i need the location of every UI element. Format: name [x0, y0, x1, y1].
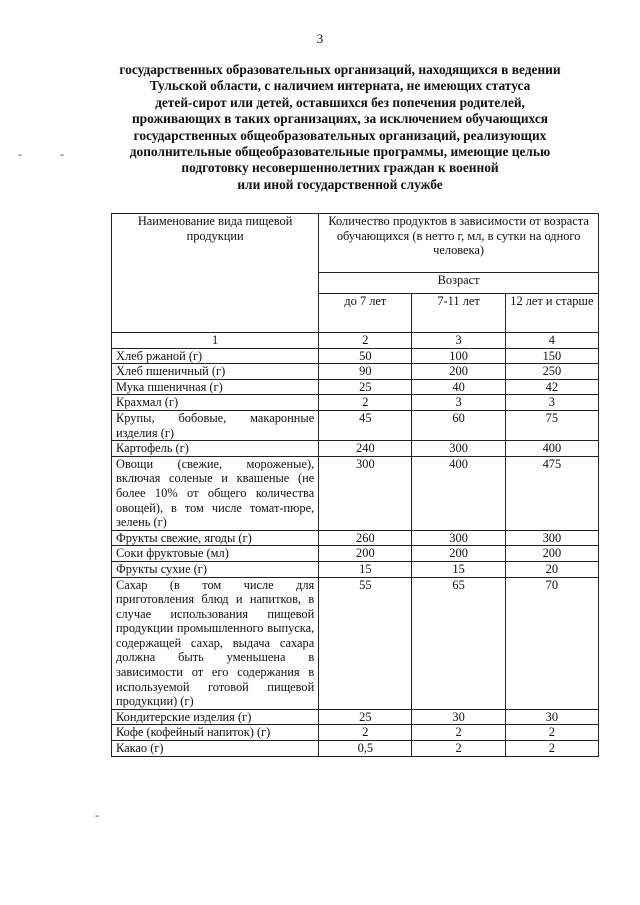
quantity-cell: 15 — [319, 561, 412, 577]
quantity-cell: 400 — [412, 456, 505, 530]
quantity-cell: 3 — [412, 395, 505, 411]
document-title — [80, 62, 600, 193]
quantity-cell: 20 — [505, 561, 598, 577]
title-line: проживающих в таких организациях, за исключением обучающихся — [131, 111, 549, 127]
column-number: 4 — [505, 333, 598, 349]
table-row — [112, 348, 599, 364]
page-number: 3 — [316, 31, 324, 46]
margin-mark: - — [95, 808, 99, 822]
product-name-cell: Фрукты свежие, ягоды (г) — [112, 530, 319, 546]
margin-mark: - — [18, 147, 22, 161]
quantity-cell: 300 — [319, 456, 412, 530]
title-line: подготовку несовершеннолетних граждан к военной — [181, 160, 499, 176]
quantity-cell: 55 — [319, 577, 412, 709]
table-row — [112, 741, 599, 757]
table-row — [112, 364, 599, 380]
quantity-cell: 250 — [505, 364, 598, 380]
quantity-cell: 2 — [412, 741, 505, 757]
column-number-row — [112, 333, 599, 349]
quantity-cell: 400 — [505, 441, 598, 457]
quantity-cell: 65 — [412, 577, 505, 709]
quantity-cell: 300 — [505, 530, 598, 546]
quantity-cell: 90 — [319, 364, 412, 380]
title-line: Тульской области, с наличием интерната, не имеющих статуса — [149, 78, 531, 94]
quantity-cell: 150 — [505, 348, 598, 364]
quantity-cell: 3 — [505, 395, 598, 411]
header-age-7-11: 7-11 лет — [412, 294, 505, 333]
product-name-cell: Какао (г) — [112, 741, 319, 757]
product-name-cell: Соки фруктовые (мл) — [112, 546, 319, 562]
quantity-cell: 200 — [505, 546, 598, 562]
table-body — [112, 333, 599, 757]
product-name-cell: Мука пшеничная (г) — [112, 379, 319, 395]
margin-mark: - — [60, 147, 64, 161]
column-number: 3 — [412, 333, 505, 349]
table-row — [112, 530, 599, 546]
quantity-cell: 45 — [319, 410, 412, 440]
product-name-cell: Овощи (свежие, мороженые), включая соленые и квашеные (не более 10% от общего количества овощей), в том числе томат-пюре, зелень (г) — [112, 456, 319, 530]
table-row — [112, 725, 599, 741]
food-norms-table — [111, 213, 599, 757]
product-name-cell: Хлеб пшеничный (г) — [112, 364, 319, 380]
quantity-cell: 2 — [505, 725, 598, 741]
table-row — [112, 561, 599, 577]
table-row — [112, 709, 599, 725]
quantity-cell: 200 — [412, 546, 505, 562]
quantity-cell: 50 — [319, 348, 412, 364]
table-row — [112, 546, 599, 562]
header-age-12-plus: 12 лет и старше — [505, 294, 598, 333]
table-row — [112, 577, 599, 709]
quantity-cell: 60 — [412, 410, 505, 440]
table-row — [112, 395, 599, 411]
title-line: или иной государственной службе — [237, 176, 443, 192]
product-name-cell: Сахар (в том числе для приготовления блюд и напитков, в случае использования пищевой продукции промышленного выпуска, содержащей сахар, выдача сахара должна быть уменьшена в зависимости от его содержания в используемой готовой пищевой продукции) (г) — [112, 577, 319, 709]
header-product-name: Наименование вида пищевой продукции — [112, 214, 319, 333]
quantity-cell: 2 — [319, 725, 412, 741]
quantity-cell: 30 — [412, 709, 505, 725]
quantity-cell: 70 — [505, 577, 598, 709]
quantity-cell: 2 — [505, 741, 598, 757]
quantity-cell: 200 — [412, 364, 505, 380]
title-line: детей-сирот или детей, оставшихся без попечения родителей, — [155, 94, 525, 110]
quantity-cell: 25 — [319, 379, 412, 395]
quantity-cell: 30 — [505, 709, 598, 725]
quantity-cell: 0,5 — [319, 741, 412, 757]
quantity-cell: 75 — [505, 410, 598, 440]
table-row — [112, 441, 599, 457]
column-number: 2 — [319, 333, 412, 349]
quantity-cell: 260 — [319, 530, 412, 546]
table-row — [112, 379, 599, 395]
title-line: дополнительные общеобразовательные программы, имеющие целью — [129, 144, 551, 160]
title-line: государственных общеобразовательных организаций, реализующих — [133, 127, 547, 143]
product-name-cell: Кофе (кофейный напиток) (г) — [112, 725, 319, 741]
quantity-cell: 300 — [412, 441, 505, 457]
product-name-cell: Крахмал (г) — [112, 395, 319, 411]
quantity-cell: 2 — [412, 725, 505, 741]
quantity-cell: 25 — [319, 709, 412, 725]
product-name-cell: Фрукты сухие (г) — [112, 561, 319, 577]
quantity-cell: 42 — [505, 379, 598, 395]
header-quantity: Количество продуктов в зависимости от возраста обучающихся (в нетто г, мл, в сутки на одного человека) — [319, 214, 599, 273]
table-row — [112, 410, 599, 440]
title-line: государственных образовательных организаций, находящихся в ведении — [119, 62, 561, 77]
quantity-cell: 475 — [505, 456, 598, 530]
header-age-under-7: до 7 лет — [319, 294, 412, 333]
product-name-cell: Хлеб ржаной (г) — [112, 348, 319, 364]
quantity-cell: 240 — [319, 441, 412, 457]
product-name-cell: Картофель (г) — [112, 441, 319, 457]
quantity-cell: 15 — [412, 561, 505, 577]
quantity-cell: 40 — [412, 379, 505, 395]
quantity-cell: 100 — [412, 348, 505, 364]
product-name-cell: Крупы, бобовые, макаронные изделия (г) — [112, 410, 319, 440]
product-name-cell: Кондитерские изделия (г) — [112, 709, 319, 725]
quantity-cell: 200 — [319, 546, 412, 562]
quantity-cell: 2 — [319, 395, 412, 411]
column-number: 1 — [112, 333, 319, 349]
table-row — [112, 456, 599, 530]
quantity-cell: 300 — [412, 530, 505, 546]
header-age: Возраст — [319, 273, 599, 294]
